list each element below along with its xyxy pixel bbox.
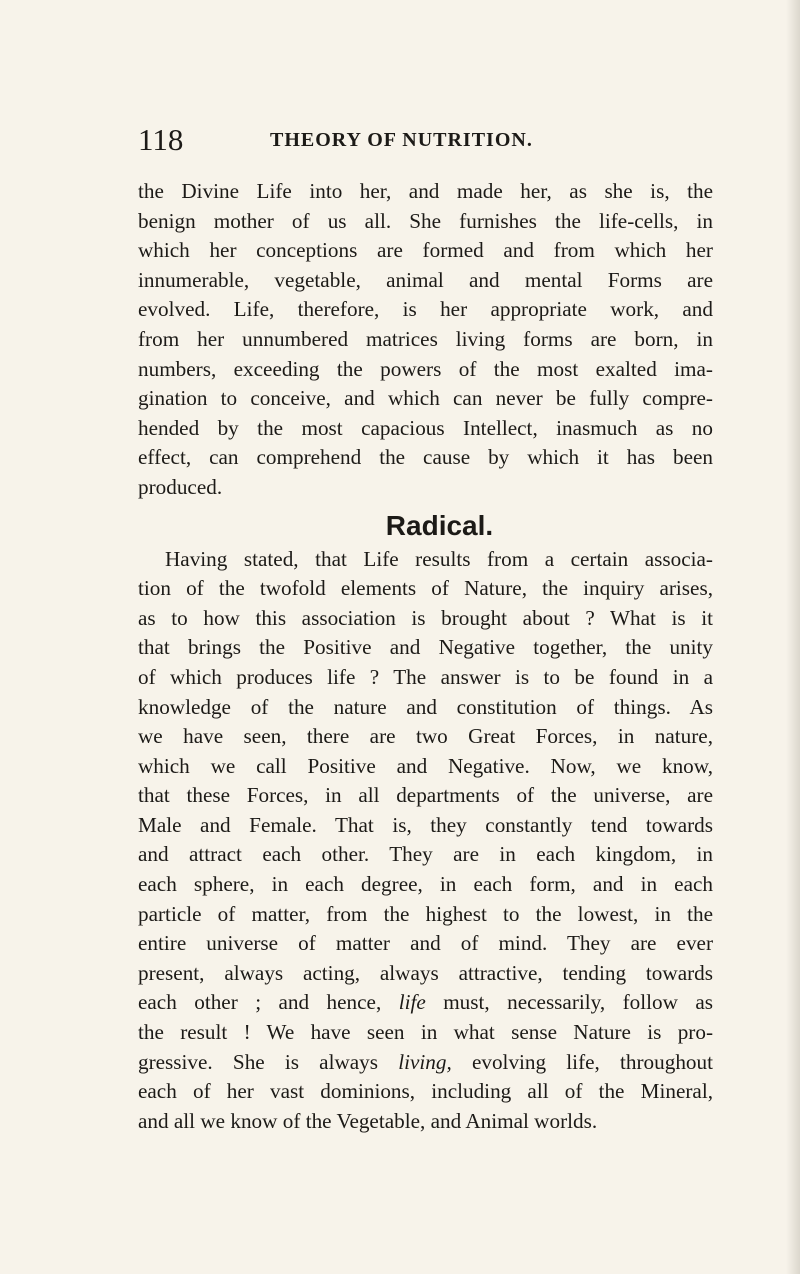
text-line: which her conceptions are formed and from which her: [138, 238, 713, 263]
italic-text: living,: [398, 1049, 452, 1074]
text-line: and attract each other. They are in each kingdom, in: [138, 842, 713, 867]
text-line: which we call Positive and Negative. Now, we know,: [138, 753, 713, 778]
paragraph-2: [138, 545, 713, 1137]
text-line: we have seen, there are two Great Forces, in nature,: [138, 724, 713, 749]
text-line: Male and Female. That is, they constantly tend towards: [138, 812, 713, 837]
text-line: each sphere, in each degree, in each form, and in each: [138, 872, 713, 897]
text-line: from her unnumbered matrices living forms are born, in: [138, 326, 713, 351]
page-body: [138, 177, 713, 1136]
text-line: tion of the twofold elements of Nature, the inquiry arises,: [138, 576, 713, 601]
text-line: knowledge of the nature and constitution of things. As: [138, 694, 713, 719]
text-line: Having stated, that Life results from a certain associa-: [165, 546, 713, 571]
text-segment: must, necessarily, follow as: [425, 990, 714, 1015]
text-line: evolved. Life, therefore, is her appropriate work, and: [138, 297, 713, 322]
text-line: effect, can comprehend the cause by which it has been: [138, 445, 713, 470]
page-header: [138, 120, 698, 160]
text-line: the Divine Life into her, and made her, as she is, the: [138, 179, 713, 203]
section-heading: Radical.: [385, 509, 494, 541]
text-line: produced.: [138, 474, 223, 499]
paragraph-1: [138, 177, 713, 503]
text-line: gination to conceive, and which can never be fully compre-: [138, 386, 713, 411]
text-line: that brings the Positive and Negative together, the unity: [138, 635, 713, 660]
text-line: numbers, exceeding the powers of the most exalted ima-: [138, 356, 713, 381]
text-line: the result ! We have seen in what sense Nature is pro-: [138, 1020, 713, 1045]
text-line: present, always acting, always attractive, tending towards: [138, 960, 713, 985]
page-edge-shadow: [786, 0, 800, 1274]
text-line: of which produces life ? The answer is to be found in a: [138, 664, 713, 689]
text-segment: gressive. She is always: [138, 1049, 399, 1074]
running-head: THEORY OF NUTRITION.: [270, 129, 533, 151]
text-line: each of her vast dominions, including all of the Mineral,: [138, 1079, 713, 1104]
text-line: that these Forces, in all departments of the universe, are: [138, 783, 713, 808]
text-line: and all we know of the Vegetable, and Animal worlds.: [138, 1108, 598, 1133]
text-line: entire universe of matter and of mind. They are ever: [138, 931, 713, 956]
text-line: hended by the most capacious Intellect, inasmuch as no: [138, 415, 713, 440]
text-line: particle of matter, from the highest to the lowest, in the: [138, 901, 713, 926]
text-line: innumerable, vegetable, animal and mental Forms are: [138, 267, 713, 292]
text-line: [138, 988, 713, 1018]
text-segment: each other ; and hence,: [138, 990, 399, 1015]
page-number: 118: [138, 122, 184, 157]
text-line: [138, 1048, 713, 1078]
text-segment: evolving life, throughout: [451, 1049, 713, 1074]
text-line: benign mother of us all. She furnishes the life-cells, in: [138, 208, 713, 233]
text-line: as to how this association is brought about ? What is it: [138, 605, 713, 630]
italic-text: life: [398, 990, 426, 1015]
